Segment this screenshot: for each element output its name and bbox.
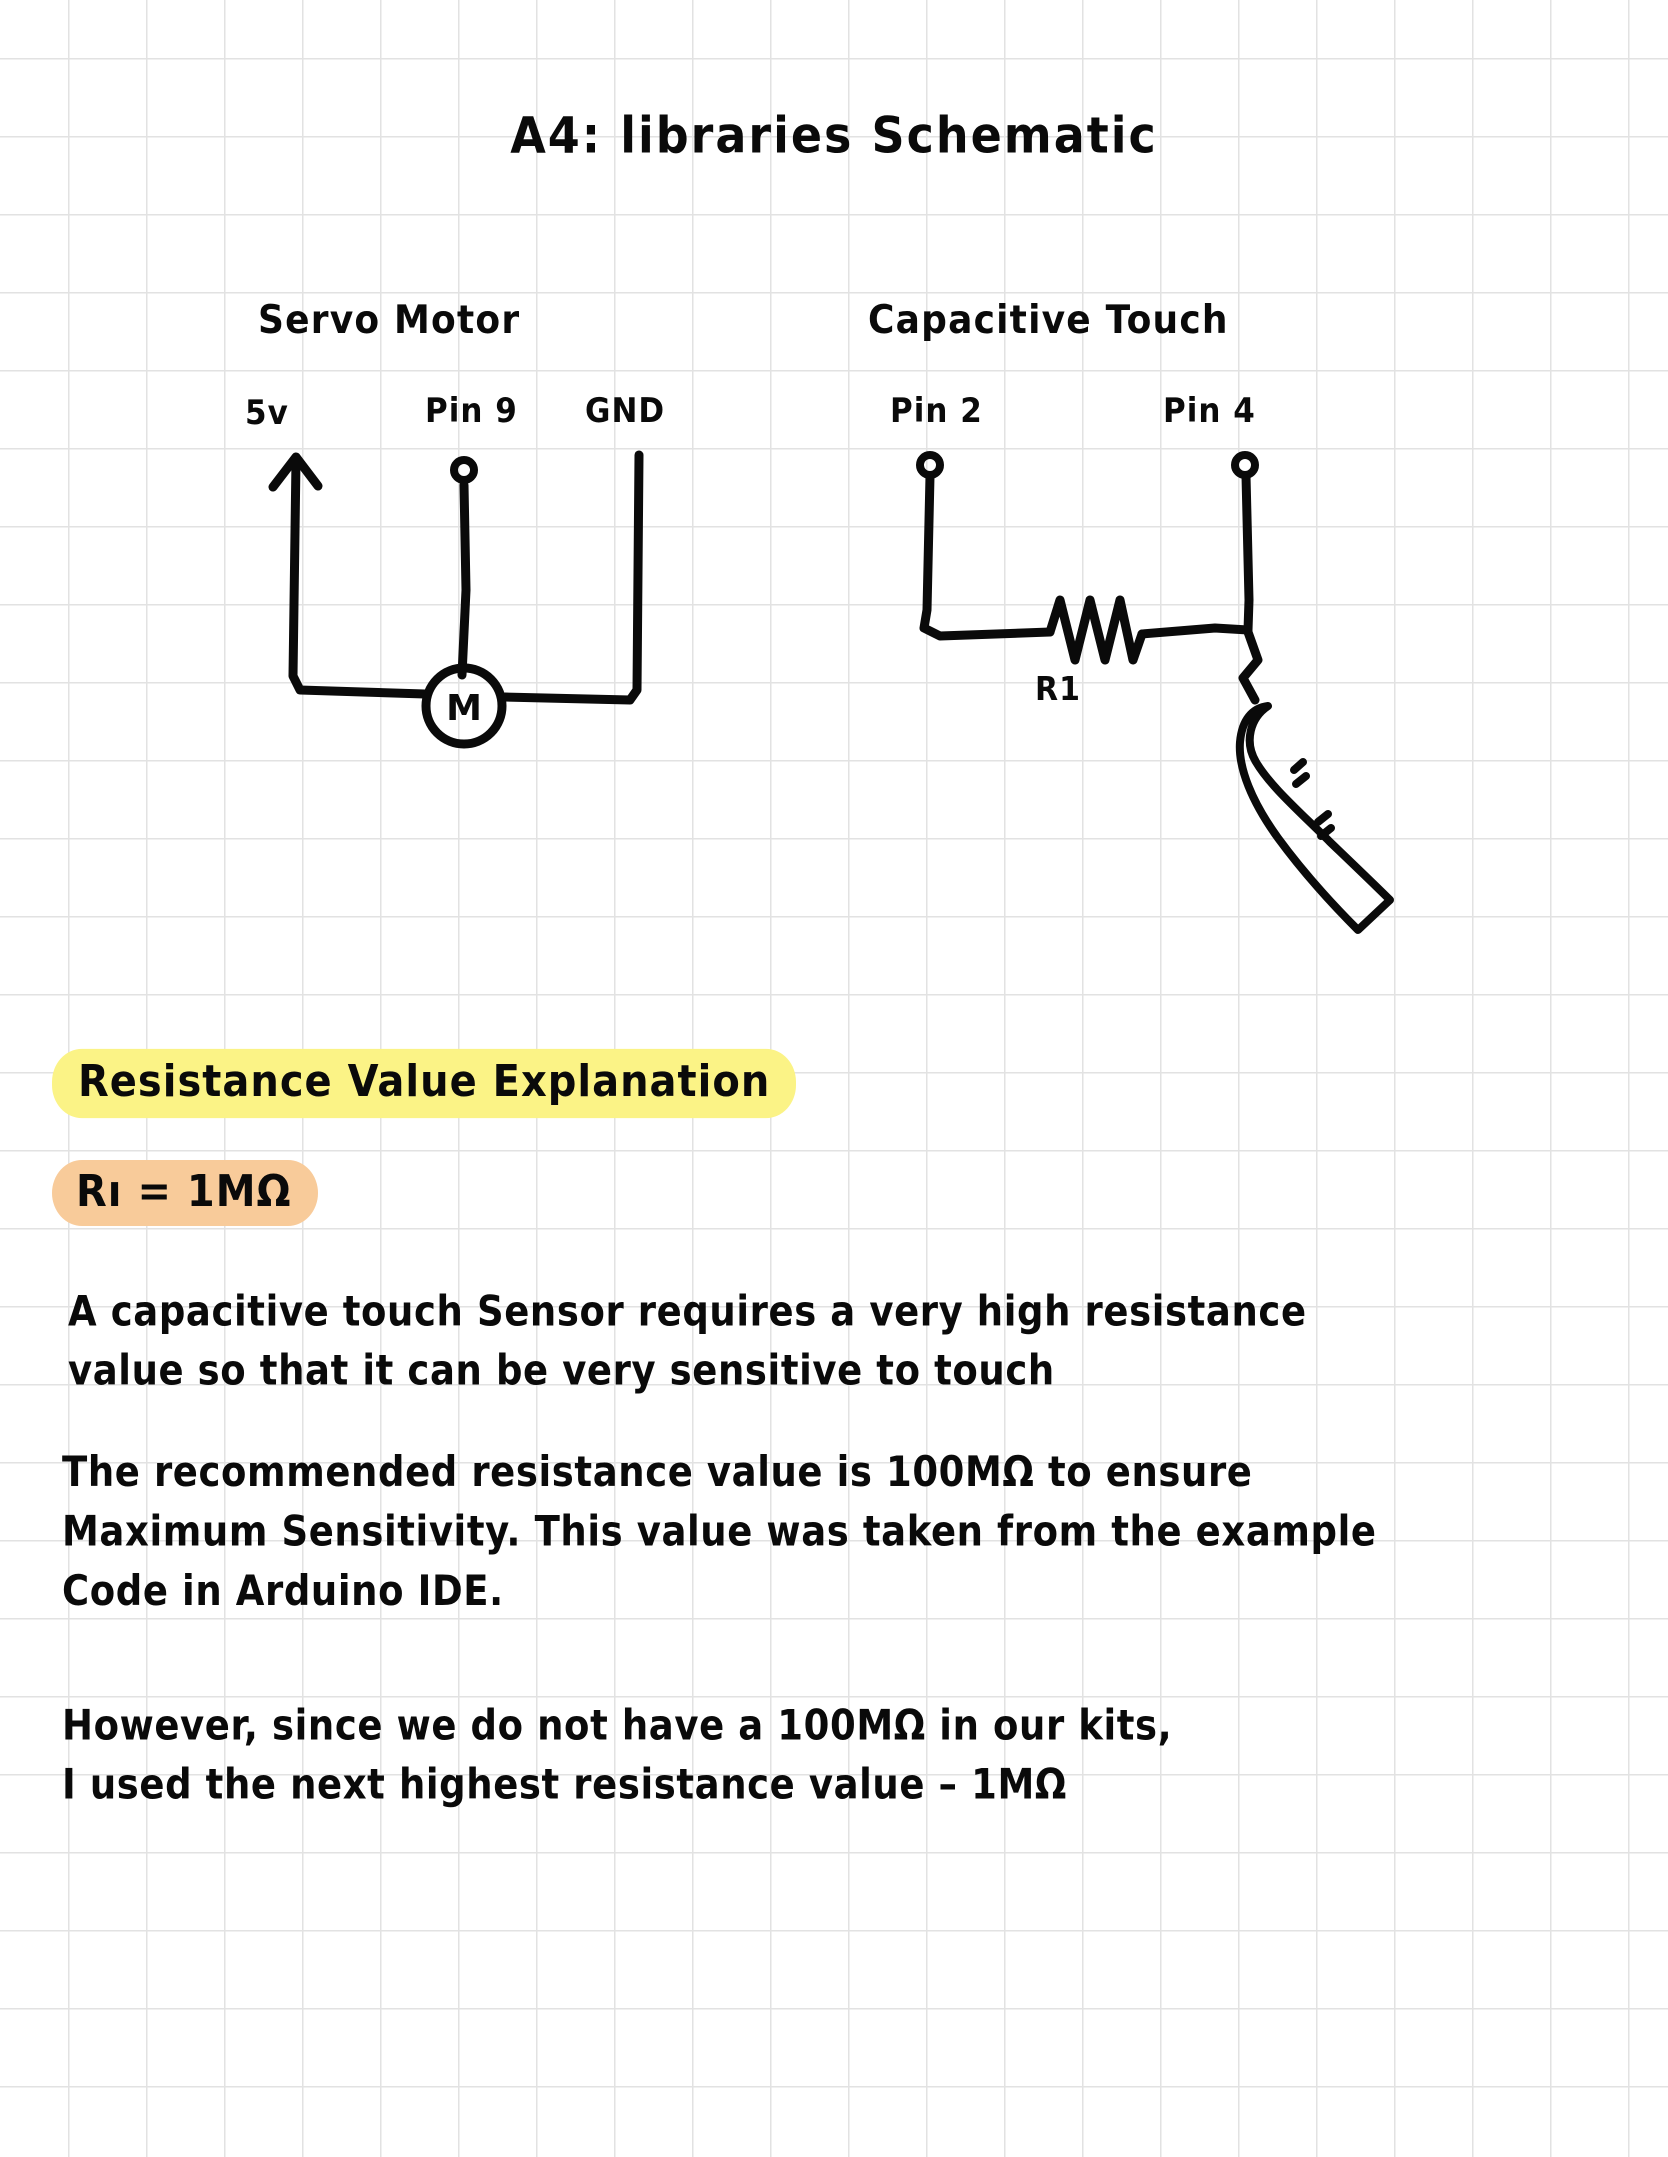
paragraph-line: The recommended resistance value is 100MΩ to ensure bbox=[62, 1448, 1253, 1497]
touch-terminal-label-pin2: Pin 2 bbox=[890, 391, 983, 431]
touch-wire-to-finger bbox=[1243, 632, 1258, 700]
finger-outline bbox=[1240, 706, 1390, 930]
touch-wire-resistor-to-pin4 bbox=[1142, 628, 1248, 634]
touch-terminal-label-pin4: Pin 4 bbox=[1163, 391, 1256, 431]
servo-terminal-dot-pin9 bbox=[454, 460, 474, 480]
motor-symbol-circle bbox=[426, 668, 502, 744]
servo-wire-pin9 bbox=[462, 485, 466, 675]
page-title: A4: libraries Schematic bbox=[510, 105, 1158, 165]
motor-symbol-letter: M bbox=[446, 688, 482, 729]
r1-value-callout: Rı = 1MΩ bbox=[52, 1160, 318, 1226]
resistor-symbol bbox=[1050, 600, 1142, 660]
arrow-head-5v bbox=[273, 457, 318, 487]
paragraph-substitution bbox=[62, 1696, 1172, 1815]
paragraph-sensitivity bbox=[68, 1282, 1307, 1401]
finger-print-line-2 bbox=[1296, 776, 1306, 784]
paragraph-recommended-value bbox=[62, 1442, 1377, 1620]
touch-terminal-dot-pin2 bbox=[920, 455, 940, 475]
resistance-explanation-heading: Resistance Value Explanation bbox=[52, 1049, 796, 1118]
finger-touch-icon bbox=[1240, 706, 1390, 930]
paragraph-line: I used the next highest resistance value – 1MΩ bbox=[62, 1760, 1067, 1809]
servo-terminal-label-pin9: Pin 9 bbox=[425, 391, 518, 431]
touch-wire-pin2 bbox=[924, 476, 1050, 636]
touch-terminal-dot-pin4 bbox=[1235, 455, 1255, 475]
paragraph-line: Maximum Sensitivity. This value was taken from the example bbox=[62, 1507, 1377, 1556]
servo-wire-5v bbox=[293, 460, 425, 694]
touch-wire-pin4 bbox=[1246, 476, 1249, 630]
servo-motor-circuit bbox=[273, 455, 639, 700]
paragraph-line: However, since we do not have a 100MΩ in our kits, bbox=[62, 1701, 1173, 1750]
finger-print-line-4 bbox=[1321, 828, 1331, 836]
finger-print-line-3 bbox=[1318, 814, 1328, 822]
capacitive-touch-heading: Capacitive Touch bbox=[868, 297, 1229, 344]
servo-terminal-label-5v: 5v bbox=[245, 393, 289, 433]
servo-terminal-label-gnd: GND bbox=[585, 391, 666, 431]
finger-print-line-1 bbox=[1294, 762, 1303, 770]
resistor-label-r1: R1 bbox=[1035, 670, 1081, 709]
paragraph-line: value so that it can be very sensitive to touch bbox=[68, 1346, 1055, 1395]
paragraph-line: A capacitive touch Sensor requires a very high resistance bbox=[68, 1287, 1307, 1336]
capacitive-touch-circuit bbox=[924, 476, 1258, 700]
servo-motor-heading: Servo Motor bbox=[258, 297, 521, 344]
servo-wire-gnd bbox=[505, 455, 639, 700]
paragraph-line: Code in Arduino IDE. bbox=[62, 1566, 504, 1615]
